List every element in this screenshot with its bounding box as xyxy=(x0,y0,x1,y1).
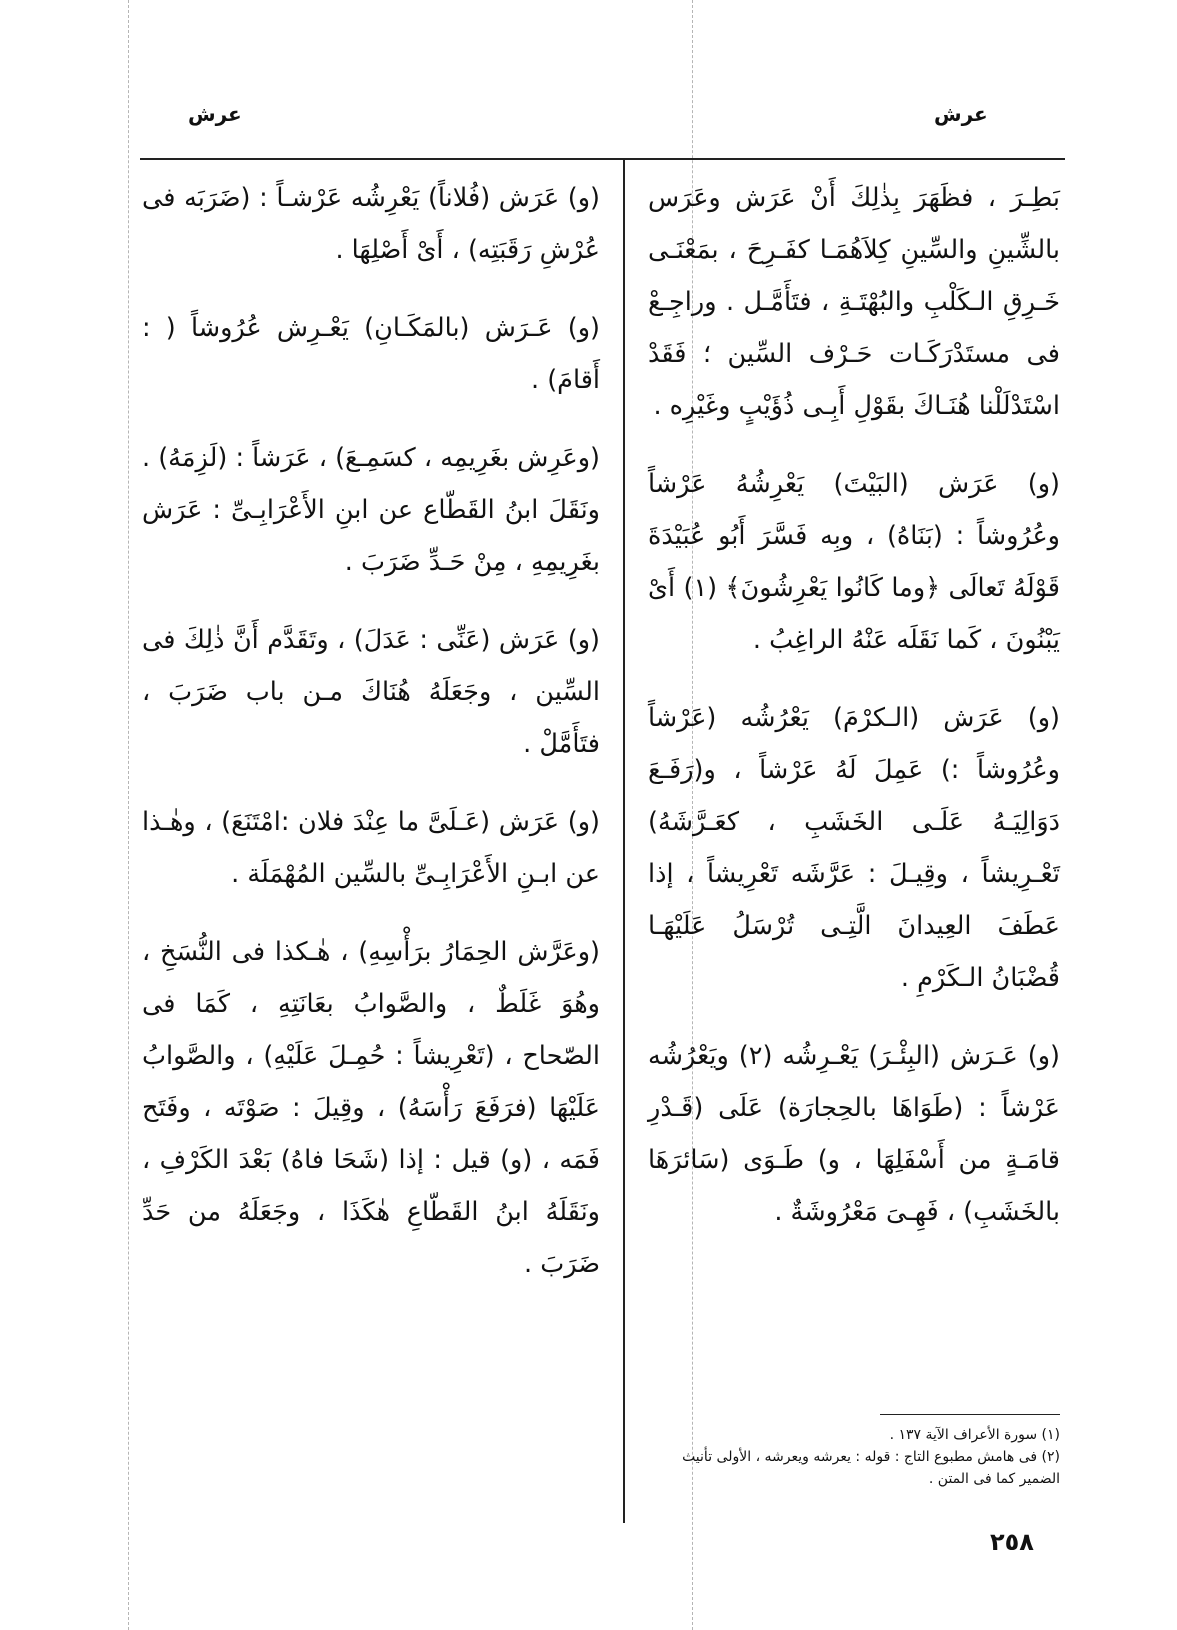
paragraph: (و) عَرَش (فُلاناً) يَعْرِشُه عَرْشـاً : (ضَرَبَه فى عُرْشِ رَقَبَتِه) ، أَىْ أَصْلِهَا . xyxy=(142,183,600,265)
paragraph: (و) عَـرَش (البِئْـرَ) يَعْـرِشُه (٢) ويَعْرُشُه عَرْشاً : (طَوَاهَا بالحِجارَة) عَلَى (قَـدْرِ قامَـةٍ من أَسْفَلِهَا ، و) طَـوَى (سَائرَهَا بالخَشَبِ) ، فَهِـىَ مَعْرُوشَةٌ . xyxy=(648,1041,1060,1227)
paragraph: (وعَرِش بغَرِيمِه ، كسَمِـعَ) ، عَرَشاً : (لَزِمَهُ) . ونَقَلَ ابنُ القَطّاع عن ابنِ الأَعْرَابِـىِّ : عَرَش بغَرِيمِهِ ، مِنْ حَـدِّ ضَرَبَ . xyxy=(142,443,600,577)
left-column xyxy=(142,172,600,1316)
header-rule xyxy=(140,158,1065,160)
footnote: (٢) فى هامش مطبوع التاج : قوله : يعرشه ويعرشه ، الأولى تأنيث الضمير كما فى المتن . xyxy=(682,1449,1060,1487)
paragraph: (و) عَرَش (الـكرْمَ) يَعْرُشُه (عَرْشاً وعُرُوشاً :) عَمِلَ لَهُ عَرْشاً ، و(رَفَـعَ دَوَالِيَـهُ عَلَـى الخَشَبِ ، كعَـرَّشَهُ) تَعْـرِيشاً ، وقِيـلَ : عَرَّشَه تَعْرِيشاً ، إذا عَطَفَ العِيدانَ الَّتِـى تُرْسَلُ عَلَيْهَـا قُضْبَانُ الـكَرْمِ . xyxy=(648,703,1060,993)
paragraph: (وعَرَّش الحِمَارُ برَأْسِهِ) ، هٰـكذا فى النُّسَخِ ، وهُوَ غَلَطٌ ، والصَّوابُ بعَانَتِهِ ، كَمَا فى الصّحاح ، (تَعْرِيشاً : حُمِـلَ عَلَيْهِ) ، والصَّوابُ عَلَيْهَا (فرَفَعَ رَأْسَهُ) ، وقِيلَ : صَوْتَه ، وفَتَح فَمَه ، (و) قيل : إذا (شَحَا فاهُ) بَعْدَ الكَرْفِ ، ونَقَلَهُ ابنُ القَطّاعِ هٰكَذَا ، وجَعَلَهُ من حَدِّ ضَرَبَ . xyxy=(142,937,600,1279)
column-divider xyxy=(623,160,625,1523)
right-column xyxy=(648,172,1060,1264)
page-number: ٢٥٨ xyxy=(990,1528,1034,1556)
running-header-left: عرش xyxy=(188,102,242,126)
footnote: (١) سورة الأعراف الآية ١٣٧ . xyxy=(889,1427,1060,1443)
paragraph: بَطِـرَ ، فظَهَرَ بِذٰلِكَ أَنْ عَرَش وعَرَس بالشِّينِ والسِّينِ كِلاَهُمَـا كفَـرِحَ ، بمَعْنَـى خَـرِقِ الـكَلْبِ والبُهْتَـةِ ، فتَأَمَّـل . وراجِـعْ فى مستَدْرَكَـات حَـرْف السِّين ؛ فَقَدْ اسْتَدْلَلْنا هُنَـاكَ بقَوْلِ أَبِـى ذُؤَيْبٍ وغَيْرِه . xyxy=(648,183,1060,421)
footnotes xyxy=(660,1424,1060,1490)
paragraph: (و) عَـرَش (بالمَكَـانِ) يَعْـرِش عُرُوشاً ( : أَقامَ) . xyxy=(142,313,600,395)
paragraph: (و) عَرَش (البَيْتَ) يَعْرِشُهُ عَرْشاً وعُرُوشاً : (بَنَاهُ) ، وبِه فَسَّرَ أَبُو عُبَيْدَةَ قَوْلَهُ تَعالَى ﴿وما كَانُوا يَعْرِشُونَ﴾ (١) أَىْ يَبْنُونَ ، كَما نَقَلَه عَنْهُ الراغِبُ . xyxy=(648,469,1060,655)
scan-guide-line-left xyxy=(128,0,129,1630)
paragraph: (و) عَرَش (عَـلَىَّ ما عِنْدَ فلان :امْتَنَعَ) ، وهٰـذا عن ابـنِ الأَعْرَابِـىِّ بالسِّين المُهْمَلَة . xyxy=(142,807,600,889)
paragraph: (و) عَرَش (عَنِّى : عَدَلَ) ، وتَقَدَّم أَنَّ ذٰلِكَ فى السِّين ، وجَعَلَهُ هُنَاكَ مـن باب ضَرَبَ ، فتَأَمَّلْ . xyxy=(142,625,600,759)
footnote-rule xyxy=(880,1414,1060,1415)
running-header-right: عرش xyxy=(934,102,988,126)
